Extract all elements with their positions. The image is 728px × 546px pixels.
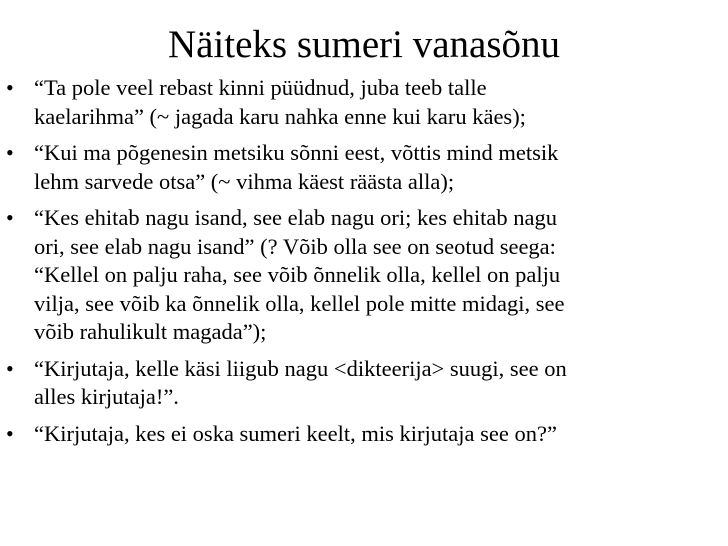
bullet-icon: • — [6, 75, 14, 100]
proverb-text-line: vilja, see võib ka õnnelik olla, kellel pole mitte midagi, see — [34, 290, 565, 316]
proverb-list — [0, 74, 728, 456]
proverb-item-4 — [0, 355, 728, 412]
proverb-item-3 — [0, 204, 728, 347]
proverb-text-line: “Kes ehitab nagu isand, see elab nagu ori; kes ehitab nagu — [34, 205, 557, 230]
bullet-icon: • — [6, 420, 14, 446]
proverb-item-5 — [0, 420, 728, 449]
bullet-icon: • — [6, 140, 14, 165]
proverb-item-1 — [0, 74, 728, 131]
proverb-text-line: lehm sarvede otsa” (~ vihma käest räästa alla); — [34, 168, 455, 194]
proverb-text-line: “Kellel on palju raha, see võib õnnelik olla, kellel on palju — [34, 262, 561, 287]
proverb-text-line: kaelarihma” (~ jagada karu nahka enne kui karu käes); — [34, 103, 526, 129]
bullet-icon: • — [6, 205, 14, 230]
proverb-text-line: alles kirjutaja!”. — [34, 384, 179, 409]
proverb-text-line: “Kirjutaja, kes ei oska sumeri keelt, mis kirjutaja see on?” — [34, 420, 557, 446]
proverb-text-line: “Ta pole veel rebast kinni püüdnud, juba teeb talle — [34, 75, 487, 100]
proverb-text-line: “Kirjutaja, kelle käsi liigub nagu <dikteerija> suugi, see on — [34, 355, 567, 381]
proverb-text-line: ori, see elab nagu isand” (? Võib olla see on seotud seega: — [34, 233, 556, 259]
proverb-item-2 — [0, 139, 728, 196]
proverb-text-line: “Kui ma põgenesin metsiku sõnni eest, võttis mind metsik — [34, 140, 559, 165]
bullet-icon: • — [6, 355, 14, 381]
proverb-text-line: võib rahulikult magada”); — [34, 319, 267, 344]
slide-title: Näiteks sumeri vanasõnu — [167, 23, 561, 66]
